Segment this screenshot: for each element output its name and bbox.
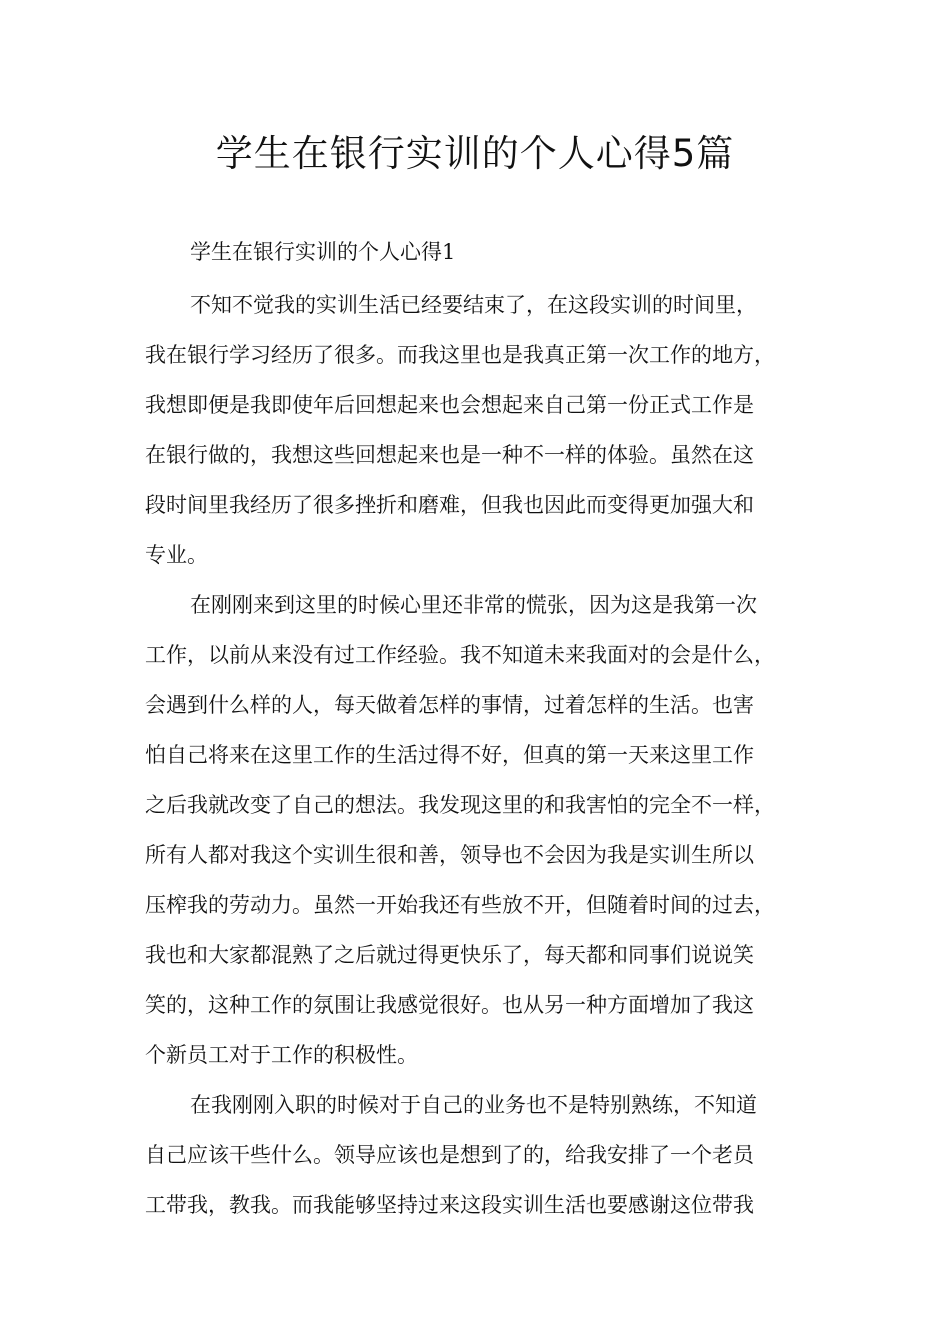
paragraph-line: 工带我，教我。而我能够坚持过来这段实训生活也要感谢这位带我 — [145, 1193, 754, 1217]
paragraph-line: 我也和大家都混熟了之后就过得更快乐了，每天都和同事们说说笑 — [145, 943, 754, 967]
document-body — [145, 280, 825, 1230]
paragraph-line: 怕自己将来在这里工作的生活过得不好，但真的第一天来这里工作 — [145, 743, 754, 767]
paragraph-line: 自己应该干些什么。领导应该也是想到了的，给我安排了一个老员 — [145, 1143, 754, 1167]
paragraph-line: 之后我就改变了自己的想法。我发现这里的和我害怕的完全不一样， — [145, 793, 775, 817]
paragraph-line: 专业。 — [145, 543, 208, 567]
paragraph-line: 在刚刚来到这里的时候心里还非常的慌张，因为这是我第一次 — [190, 593, 757, 617]
document-title: 学生在银行实训的个人心得5篇 — [215, 132, 735, 175]
paragraph-line: 压榨我的劳动力。虽然一开始我还有些放不开，但随着时间的过去， — [145, 893, 775, 917]
section-heading: 学生在银行实训的个人心得1 — [190, 240, 456, 264]
paragraph-line: 在银行做的，我想这些回想起来也是一种不一样的体验。虽然在这 — [145, 443, 754, 467]
paragraph-line: 在我刚刚入职的时候对于自己的业务也不是特别熟练，不知道 — [190, 1093, 757, 1117]
paragraph — [145, 1080, 825, 1230]
paragraph — [145, 580, 825, 1080]
paragraph-line: 我在银行学习经历了很多。而我这里也是我真正第一次工作的地方， — [145, 343, 775, 367]
paragraph-line: 笑的，这种工作的氛围让我感觉很好。也从另一种方面增加了我这 — [145, 993, 754, 1017]
paragraph-line: 工作，以前从来没有过工作经验。我不知道未来我面对的会是什么， — [145, 643, 775, 667]
paragraph-line: 不知不觉我的实训生活已经要结束了，在这段实训的时间里， — [190, 293, 757, 317]
paragraph-line: 我想即便是我即使年后回想起来也会想起来自己第一份正式工作是 — [145, 393, 754, 417]
paragraph-line: 个新员工对于工作的积极性。 — [145, 1043, 418, 1067]
paragraph-line: 所有人都对我这个实训生很和善，领导也不会因为我是实训生所以 — [145, 843, 754, 867]
paragraph-line: 会遇到什么样的人，每天做着怎样的事情，过着怎样的生活。也害 — [145, 693, 754, 717]
paragraph-line: 段时间里我经历了很多挫折和磨难，但我也因此而变得更加强大和 — [145, 493, 754, 517]
paragraph — [145, 280, 825, 580]
